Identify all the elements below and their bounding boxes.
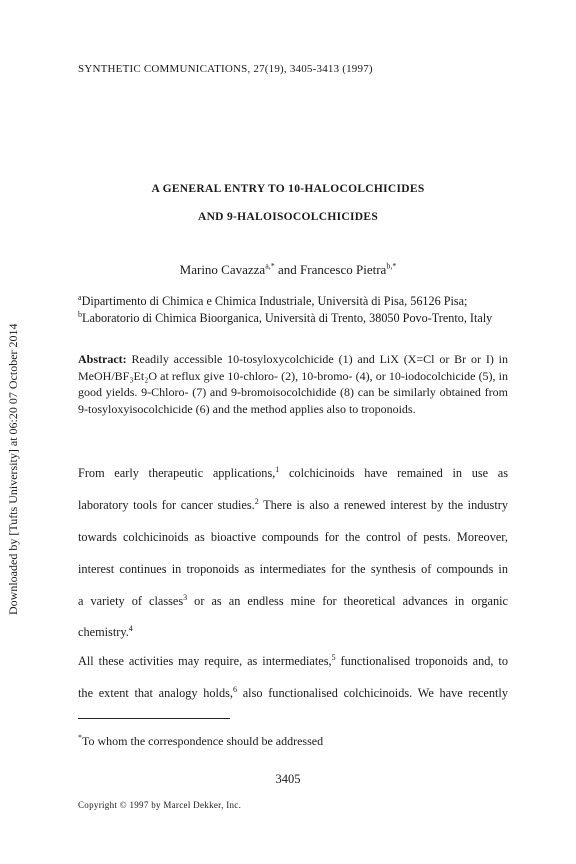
body-text: also functionalised colchicinoids. We have recently [236, 686, 508, 700]
body-line [78, 654, 508, 672]
affiliation-mark: a [78, 292, 82, 302]
author-name: Francesco Pietra [300, 262, 387, 277]
abstract [78, 351, 508, 417]
download-watermark-text: Downloaded by [Tufts University] at 06:20 07 October 2014 [6, 323, 20, 615]
author-affiliation-mark: b,* [386, 261, 397, 271]
page-number: 3405 [275, 772, 301, 786]
paper-title-line-1: A GENERAL ENTRY TO 10-HALOCOLCHICIDES [151, 183, 425, 195]
body-line [78, 594, 508, 612]
author-name: Marino Cavazza [179, 262, 266, 277]
affiliation-text: Laboratorio di Chimica Bioorganica, Università di Trento, 38050 Povo-Trento, Italy [82, 311, 493, 325]
abstract-text: Readily accessible 10-tosyloxycolchicide (1) and LiX (X=Cl or Br or I) in MeOH/BF₃Et₂O at reflux give 10-chloro- (2), 10-bromo- (4), or 10-iodocolchicide (5), in good yields. 9-Chloro- (7) and 9-bromoisocolchidide (8) can be similarly obtained from 9-tosyloxyisocolchicide (6) and the method applies also to troponoids. [78, 352, 508, 416]
affiliation [78, 293, 508, 310]
citation-mark: 5 [331, 654, 336, 662]
citation-mark: 4 [128, 623, 133, 633]
body-text: From early therapeutic applications, [78, 466, 276, 480]
footnote-mark: * [78, 733, 82, 742]
citation-mark: 3 [183, 594, 188, 602]
citation-mark: 1 [275, 466, 280, 474]
citation-mark: 6 [232, 686, 237, 694]
footnote-text: To whom the correspondence should be addressed [82, 734, 324, 748]
journal-header: SYNTHETIC COMMUNICATIONS, 27(19), 3405-3413 (1997) [78, 63, 373, 75]
body-text: All these activities may require, as intermediates, [78, 654, 332, 668]
body-text: a variety of classes [78, 594, 184, 608]
body-line [78, 466, 508, 484]
author-line [0, 262, 576, 278]
body-text: functionalised troponoids and, to [335, 654, 508, 668]
paper-title-line-2: AND 9-HALOISOCOLCHICIDES [197, 211, 379, 223]
body-line: interest continues in troponoids as intermediates for the synthesis of compounds in [78, 562, 508, 576]
citation-mark: 2 [254, 498, 259, 506]
body-line [78, 686, 508, 704]
body-text: chemistry. [78, 625, 129, 639]
body-line: towards colchicinoids as bioactive compounds for the control of pests. Moreover, [78, 530, 508, 544]
author-affiliation-mark: a,* [265, 261, 275, 271]
body-line [78, 498, 508, 516]
abstract-label: Abstract: [78, 352, 127, 366]
body-text: colchicinoids have remained in use as [279, 466, 508, 480]
affiliation-mark: b [78, 309, 82, 319]
footnote [78, 734, 323, 749]
download-watermark [3, 270, 23, 615]
body-text: the extent that analogy holds, [78, 686, 233, 700]
affiliation-text: Dipartimento di Chimica e Chimica Industriale, Università di Pisa, 56126 Pisa; [81, 294, 468, 308]
affiliation [78, 310, 508, 327]
body-text: or as an endless mine for theoretical advances in organic [187, 594, 508, 608]
body-line [78, 625, 508, 640]
copyright-notice: Copyright © 1997 by Marcel Dekker, Inc. [78, 800, 242, 810]
author-joiner: and [274, 262, 301, 277]
footnote-divider [78, 718, 230, 719]
body-text: There is also a renewed interest by the industry [258, 498, 508, 512]
body-text: laboratory tools for cancer studies. [78, 498, 255, 512]
